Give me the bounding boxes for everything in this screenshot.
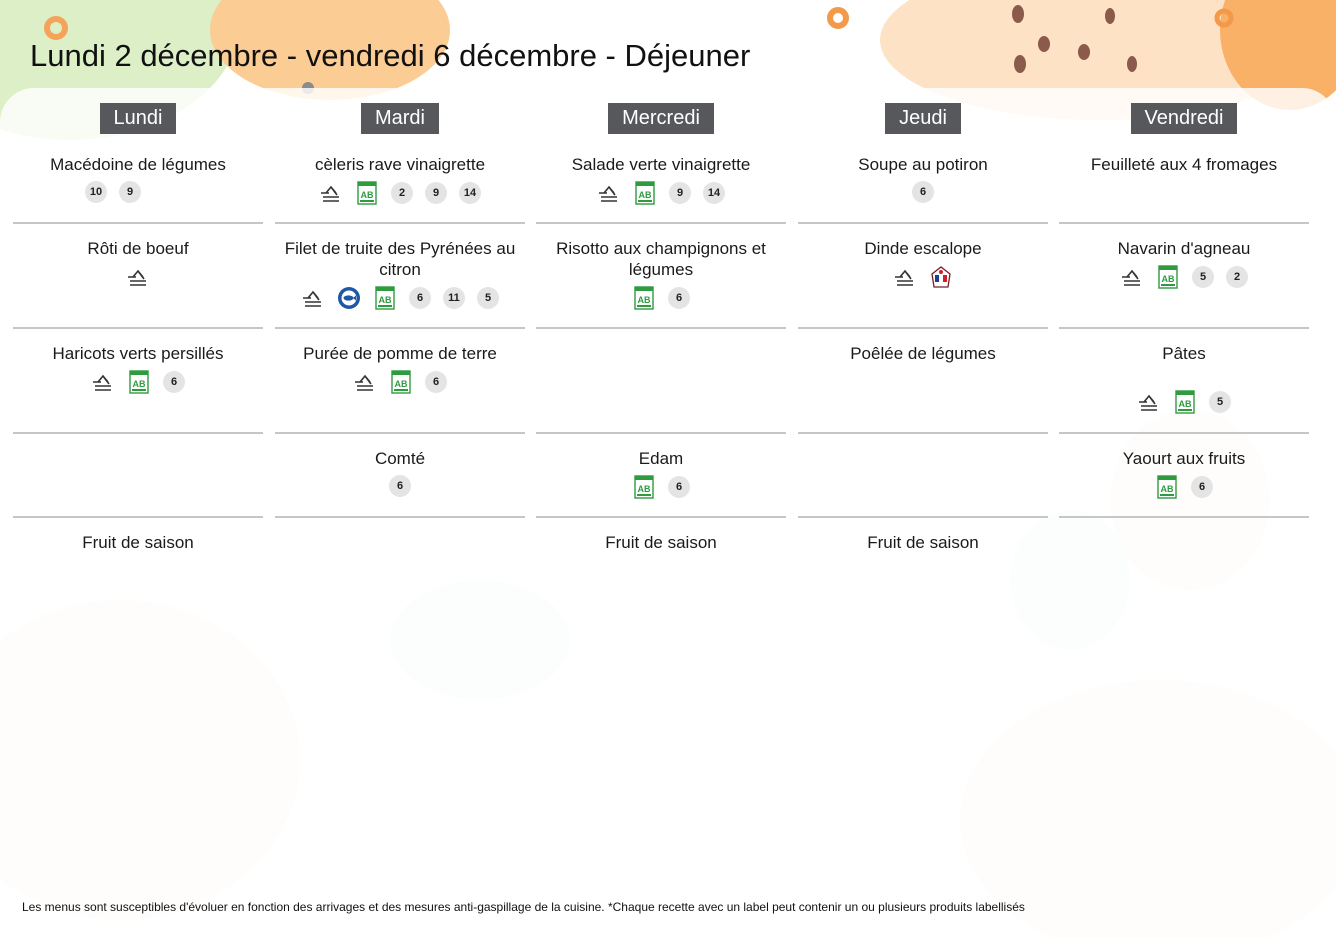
dish-name: Haricots verts persillés bbox=[52, 344, 224, 363]
menu-cell bbox=[536, 518, 786, 578]
blue-fish-label-icon bbox=[337, 286, 361, 310]
dish-labels bbox=[798, 181, 1048, 203]
allergen-badge: 6 bbox=[389, 475, 411, 497]
menu-cell bbox=[1059, 329, 1309, 434]
dish-name: Macédoine de légumes bbox=[50, 155, 226, 174]
dish-labels bbox=[1059, 390, 1309, 414]
menu-cell bbox=[275, 518, 525, 578]
house-made-icon bbox=[1137, 390, 1161, 414]
menu-cell bbox=[798, 434, 1048, 518]
dish-labels bbox=[275, 181, 525, 205]
dish-name: Filet de truite des Pyrénées au citron bbox=[284, 239, 516, 279]
allergen-badge: 6 bbox=[163, 371, 185, 393]
page-title: Lundi 2 décembre - vendredi 6 décembre - Déjeuner bbox=[30, 38, 751, 73]
house-made-icon bbox=[319, 181, 343, 205]
dish-name: Navarin d'agneau bbox=[1117, 239, 1251, 258]
organic-ab-icon bbox=[1156, 265, 1180, 289]
day-column-lundi bbox=[13, 103, 263, 578]
dish-name: Poêlée de légumes bbox=[850, 344, 996, 363]
organic-ab-icon bbox=[389, 370, 413, 394]
day-column-jeudi bbox=[798, 103, 1048, 578]
dish-labels bbox=[798, 265, 1048, 289]
allergen-badge: 14 bbox=[459, 182, 481, 204]
dish-name: Pâtes bbox=[1162, 344, 1206, 363]
dish-labels bbox=[536, 286, 786, 310]
dish-name: Fruit de saison bbox=[605, 533, 717, 552]
dish-name: Comté bbox=[374, 449, 426, 468]
day-name: Jeudi bbox=[885, 103, 961, 134]
allergen-badge: 6 bbox=[668, 287, 690, 309]
menu-cell bbox=[1059, 140, 1309, 224]
organic-ab-icon bbox=[127, 370, 151, 394]
menu-cell bbox=[536, 140, 786, 224]
dish-labels bbox=[0, 181, 238, 203]
allergen-badge: 5 bbox=[1209, 391, 1231, 413]
dish-name: Salade verte vinaigrette bbox=[571, 155, 751, 174]
dish-labels bbox=[13, 370, 263, 394]
organic-ab-icon bbox=[632, 286, 656, 310]
allergen-badge: 6 bbox=[668, 476, 690, 498]
menu-cell bbox=[1059, 434, 1309, 518]
allergen-badge: 2 bbox=[391, 182, 413, 204]
day-name: Mercredi bbox=[608, 103, 714, 134]
dish-name: Risotto aux champignons et légumes bbox=[556, 239, 766, 279]
dish-name: Rôti de boeuf bbox=[87, 239, 189, 258]
day-header bbox=[13, 103, 263, 134]
organic-ab-icon bbox=[373, 286, 397, 310]
menu-cell bbox=[275, 140, 525, 224]
allergen-badge: 5 bbox=[1192, 266, 1214, 288]
house-made-icon bbox=[893, 265, 917, 289]
menu-cell bbox=[275, 224, 525, 329]
dish-name: Edam bbox=[638, 449, 684, 468]
allergen-badge: 10 bbox=[85, 181, 107, 203]
menu-cell bbox=[13, 434, 263, 518]
day-column-vendredi bbox=[1059, 103, 1309, 578]
day-name: Mardi bbox=[361, 103, 439, 134]
allergen-badge: 14 bbox=[703, 182, 725, 204]
organic-ab-icon bbox=[1155, 475, 1179, 499]
menu-cell bbox=[798, 224, 1048, 329]
menu-cell bbox=[798, 518, 1048, 578]
day-header bbox=[536, 103, 786, 134]
house-made-icon bbox=[91, 370, 115, 394]
dish-name: cèleris rave vinaigrette bbox=[314, 155, 486, 174]
dish-labels bbox=[536, 475, 786, 499]
dish-name: Feuilleté aux 4 fromages bbox=[1090, 155, 1278, 174]
allergen-badge: 9 bbox=[669, 182, 691, 204]
menu-cell bbox=[1059, 224, 1309, 329]
menu-cell bbox=[798, 140, 1048, 224]
day-name: Vendredi bbox=[1131, 103, 1238, 134]
dish-labels bbox=[1059, 265, 1309, 289]
allergen-badge: 6 bbox=[425, 371, 447, 393]
menu-cell bbox=[536, 329, 786, 434]
menu-cell bbox=[536, 434, 786, 518]
allergen-badge: 9 bbox=[119, 181, 141, 203]
allergen-badge: 9 bbox=[425, 182, 447, 204]
organic-ab-icon bbox=[355, 181, 379, 205]
dish-labels bbox=[275, 286, 525, 310]
organic-ab-icon bbox=[1173, 390, 1197, 414]
menu-cell bbox=[13, 224, 263, 329]
menu-cell bbox=[275, 329, 525, 434]
dish-name: Fruit de saison bbox=[867, 533, 979, 552]
allergen-badge: 2 bbox=[1226, 266, 1248, 288]
dish-name: Purée de pomme de terre bbox=[303, 344, 497, 363]
day-header bbox=[275, 103, 525, 134]
dish-labels bbox=[1059, 475, 1309, 499]
dish-labels bbox=[13, 265, 263, 289]
menu-cell bbox=[1059, 518, 1309, 578]
menu-cell bbox=[536, 224, 786, 329]
menu-cell bbox=[798, 329, 1048, 434]
day-header bbox=[798, 103, 1048, 134]
dish-name: Yaourt aux fruits bbox=[1122, 449, 1246, 468]
french-poultry-icon bbox=[929, 265, 953, 289]
day-header bbox=[1059, 103, 1309, 134]
allergen-badge: 5 bbox=[477, 287, 499, 309]
menu-cell bbox=[13, 329, 263, 434]
dish-name: Dinde escalope bbox=[864, 239, 982, 258]
dish-name: Fruit de saison bbox=[82, 533, 194, 552]
house-made-icon bbox=[353, 370, 377, 394]
house-made-icon bbox=[301, 286, 325, 310]
dish-labels bbox=[275, 370, 525, 394]
day-name: Lundi bbox=[100, 103, 177, 134]
day-column-mercredi bbox=[536, 103, 786, 578]
dish-name: Soupe au potiron bbox=[858, 155, 988, 174]
allergen-badge: 6 bbox=[912, 181, 934, 203]
day-column-mardi bbox=[275, 103, 525, 578]
house-made-icon bbox=[597, 181, 621, 205]
allergen-badge: 11 bbox=[443, 287, 465, 309]
menu-cell bbox=[275, 434, 525, 518]
dish-labels bbox=[536, 181, 786, 205]
house-made-icon bbox=[1120, 265, 1144, 289]
menu-cell bbox=[13, 140, 263, 224]
house-made-icon bbox=[126, 265, 150, 289]
menu-cell bbox=[13, 518, 263, 578]
dish-labels bbox=[275, 475, 525, 497]
organic-ab-icon bbox=[633, 181, 657, 205]
allergen-badge: 6 bbox=[1191, 476, 1213, 498]
organic-ab-icon bbox=[632, 475, 656, 499]
footer-note: Les menus sont susceptibles d'évoluer en fonction des arrivages et des mesures anti-gaspillage de la cuisine. *Chaque recette avec un label peut contenir un ou plusieurs produits labellisés bbox=[22, 900, 1025, 914]
allergen-badge: 6 bbox=[409, 287, 431, 309]
